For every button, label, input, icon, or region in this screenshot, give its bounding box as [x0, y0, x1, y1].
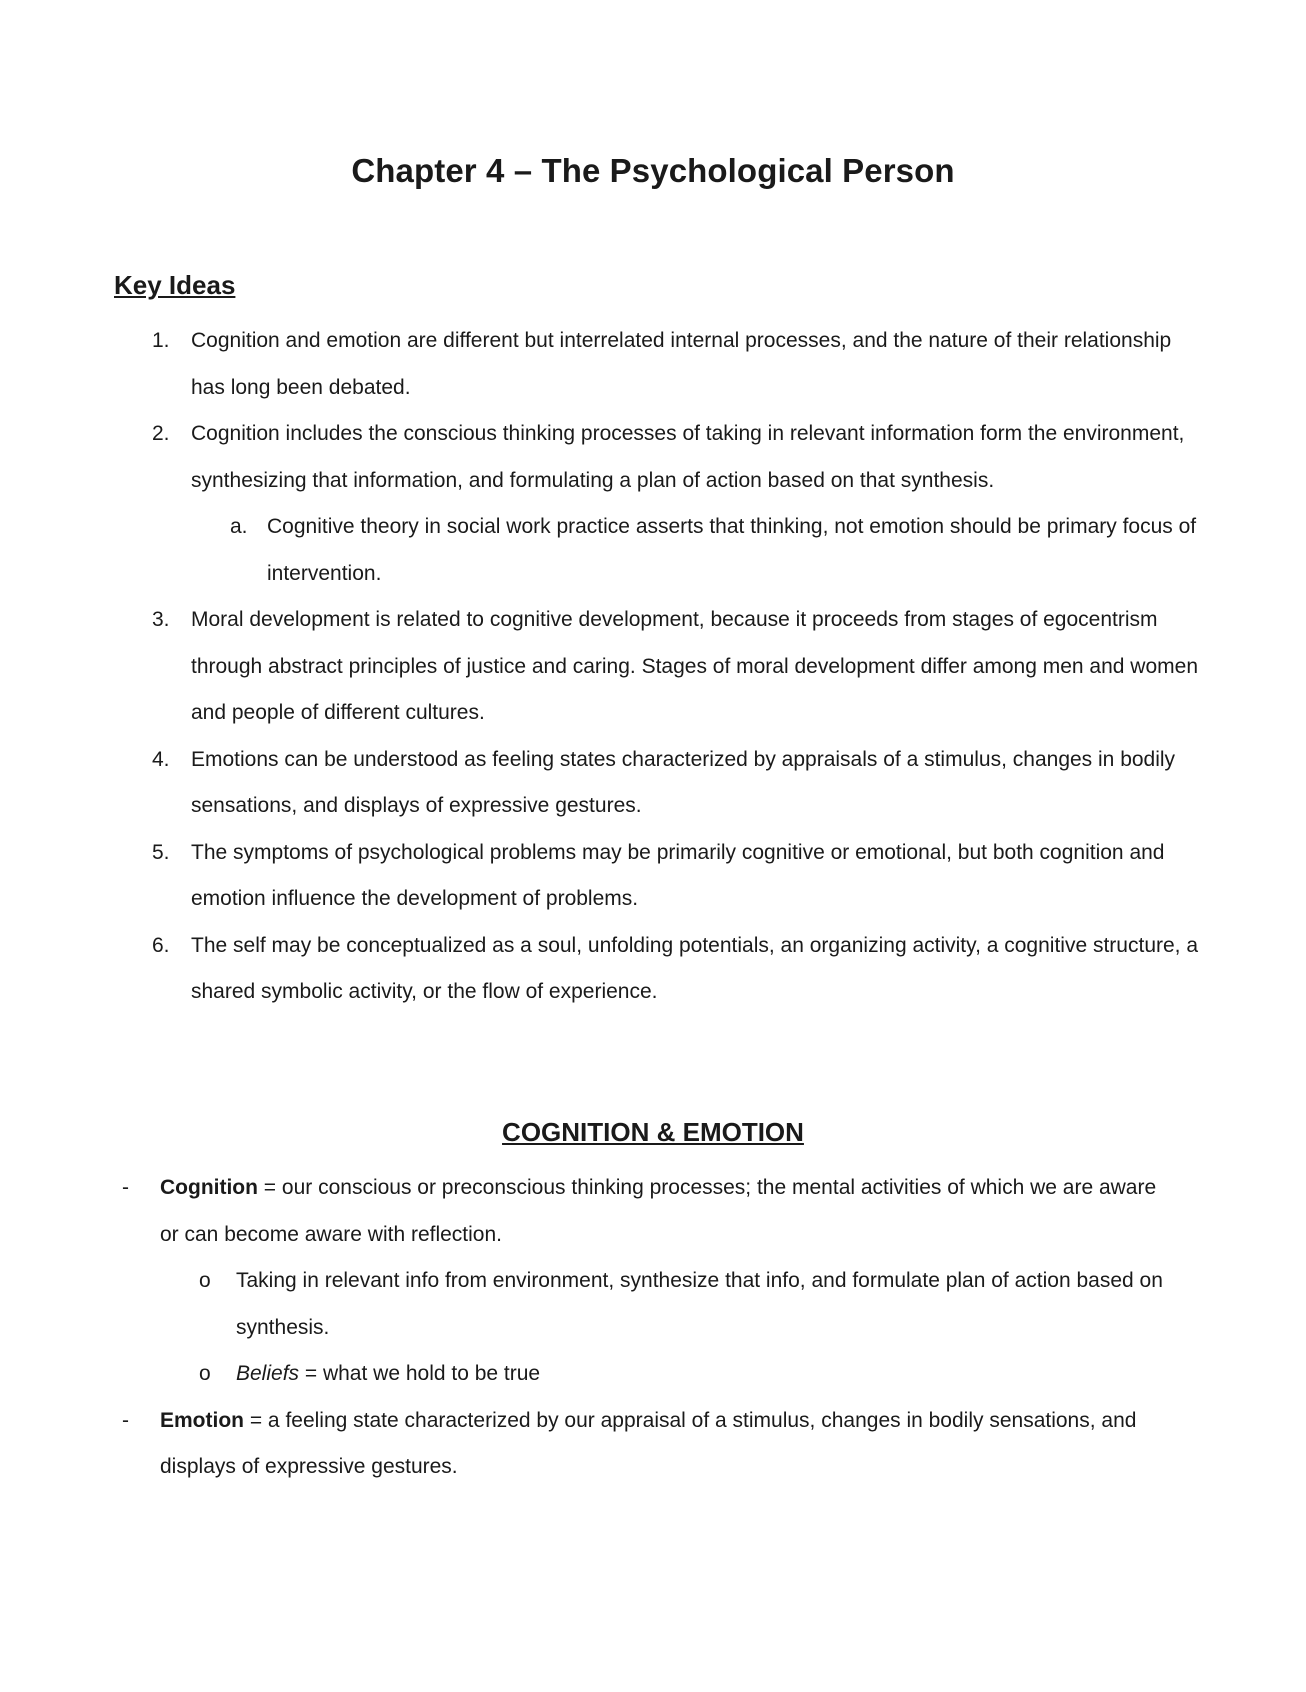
cognition-bullets [0, 1258, 1306, 1398]
list-number: 1. [152, 329, 170, 352]
definition-emotion: = a feeling state characterized by our appraisal of a stimulus, changes in bodily sensations, and displays of expressive gestures. [160, 1408, 1137, 1478]
bullet-item [0, 1351, 1306, 1398]
key-idea-item [0, 318, 1306, 411]
dash-bullet: - [122, 1408, 129, 1432]
term-cognition: Cognition [160, 1176, 258, 1199]
key-idea-item [0, 737, 1306, 830]
key-idea-item [0, 830, 1306, 923]
list-number: 4. [152, 747, 170, 771]
key-idea-subitem [0, 504, 1306, 597]
definition-cognition: = our conscious or preconscious thinking processes; the mental activities of which we are aware or can become aware with reflection. [160, 1176, 1157, 1246]
definition-text [160, 1398, 1160, 1491]
term-emotion: Emotion [160, 1408, 244, 1432]
key-idea-subitem-text: Cognitive theory in social work practice asserts that thinking, not emotion should be primary focus of intervention. [267, 515, 1197, 585]
list-number: 2. [152, 422, 170, 445]
list-number: 6. [152, 933, 170, 957]
dash-bullet: - [122, 1176, 129, 1199]
key-idea-text: The symptoms of psychological problems may be primarily cognitive or emotional, but both cognition and emotion influence the development of problems. [191, 840, 1165, 910]
definition-beliefs: = what we hold to be true [299, 1362, 541, 1385]
page-title: Chapter 4 – The Psychological Person [351, 152, 955, 189]
circle-bullet: o [199, 1362, 211, 1385]
key-idea-sublist [0, 504, 1306, 597]
key-idea-item [0, 923, 1306, 1016]
circle-bullet: o [199, 1269, 211, 1292]
list-number: 3. [152, 608, 170, 631]
key-idea-text: Cognition and emotion are different but interrelated internal processes, and the nature of their relationship has long been debated. [191, 329, 1172, 399]
definitions-list [0, 1165, 1306, 1491]
key-idea-text: The self may be conceptualized as a soul, unfolding potentials, an organizing activity, a cognitive structure, a shared symbolic activity, or the flow of experience. [191, 933, 1199, 1003]
key-idea-text: Cognition includes the conscious thinking processes of taking in relevant information form the environment, synthesizing that information, and formulating a plan of action based on that synthesis. [191, 422, 1185, 492]
key-ideas-list [0, 318, 1306, 1016]
definition-text [160, 1165, 1160, 1258]
key-ideas-heading: Key Ideas [114, 270, 236, 300]
key-idea-item [0, 597, 1306, 737]
key-idea-item [0, 411, 1306, 597]
term-beliefs: Beliefs [236, 1362, 300, 1385]
bullet-text [236, 1351, 1196, 1398]
list-number: 5. [152, 840, 170, 864]
definition-item-emotion [0, 1398, 1306, 1491]
sublist-letter: a. [230, 515, 248, 538]
key-idea-text: Emotions can be understood as feeling states characterized by appraisals of a stimulus, changes in bodily sensations, and displays of expressive gestures. [191, 747, 1176, 817]
definition-item-cognition [0, 1165, 1306, 1398]
bullet-item [0, 1258, 1306, 1351]
key-idea-text: Moral development is related to cognitive development, because it proceeds from stages of egocentrism through abstract principles of justice and caring. Stages of moral development differ among men and women and people of different cultures. [191, 608, 1199, 724]
bullet-text: Taking in relevant info from environment, synthesize that info, and formulate plan of action based on synthesis. [236, 1269, 1163, 1339]
cognition-emotion-heading: COGNITION & EMOTION [502, 1117, 804, 1147]
